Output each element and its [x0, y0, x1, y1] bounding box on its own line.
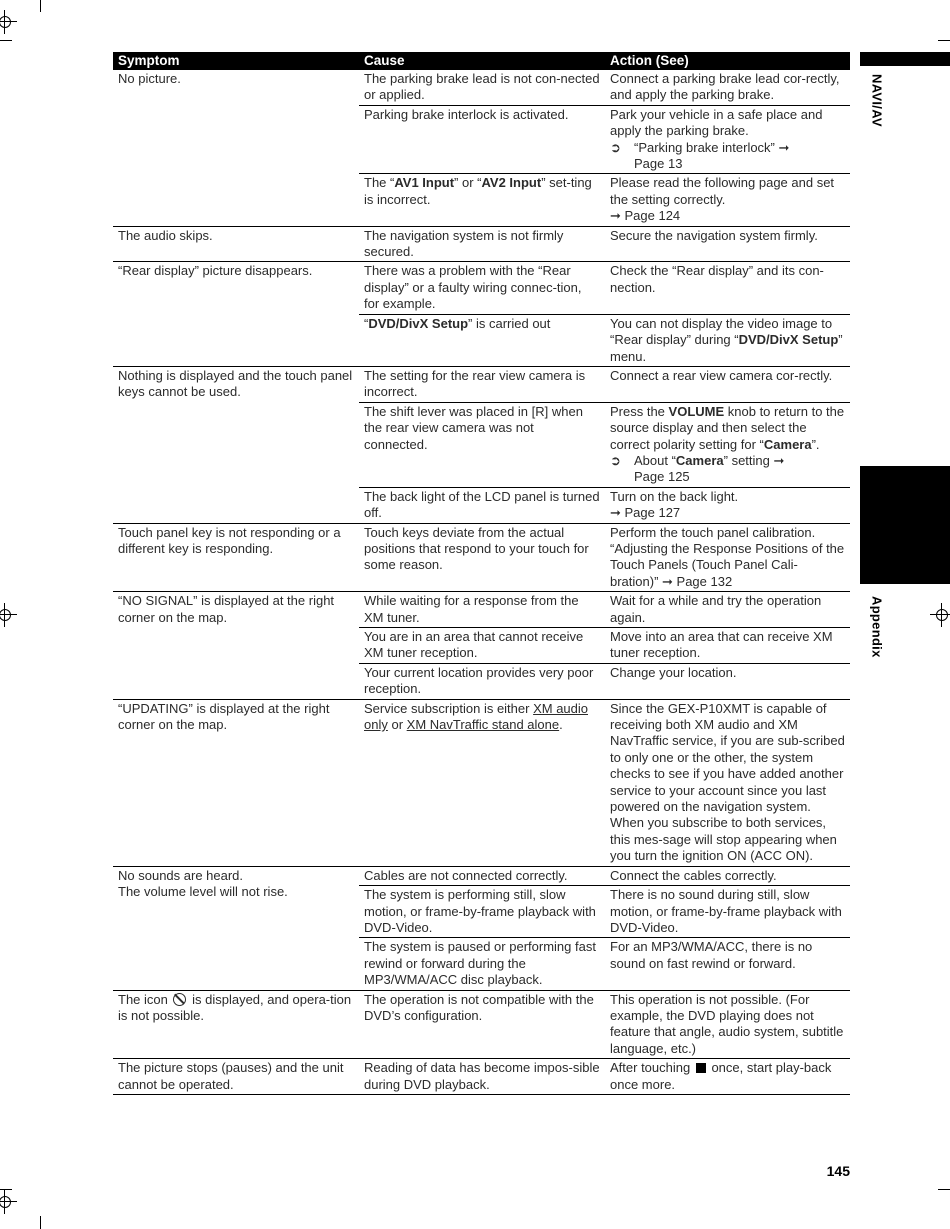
cause-cell: The system is paused or performing fast rewind or forward during the MP3/WMA/ACC disc playback.	[359, 938, 605, 990]
action-cell	[605, 314, 850, 366]
table-row	[113, 699, 850, 866]
cause-text: The “	[364, 175, 395, 191]
action-text: ” menu.	[610, 332, 843, 364]
trim-mark	[0, 40, 12, 41]
action-bold: DVD/DivX Setup	[738, 332, 839, 348]
trim-mark	[0, 1189, 12, 1190]
header-symptom: Symptom	[113, 52, 359, 70]
cause-text: or	[387, 717, 407, 733]
symptom-cell: The audio skips.	[113, 226, 359, 262]
registration-mark-icon	[930, 603, 950, 627]
cause-underlined: XM NavTraffic stand alone	[406, 717, 560, 733]
table-row	[113, 1059, 850, 1095]
trim-mark	[40, 0, 41, 12]
reference-bold: Camera	[675, 452, 724, 468]
action-cell: Perform the touch panel calibration. “Adjusting the Response Positions of the Touch Panels (Touch Panel Cali-bration)” ➞ Page 132	[605, 523, 850, 592]
reference-arrow-icon: ➲	[610, 139, 621, 155]
reference-page: Page 13	[634, 156, 683, 172]
cause-cell: The setting for the rear view camera is incorrect.	[359, 366, 605, 402]
action-text: ”.	[811, 436, 820, 452]
action-cell: There is no sound during still, slow motion, or frame-by-frame playback with DVD-Video.	[605, 886, 850, 938]
action-cell: This operation is not possible. (For example, the DVD playing does not feature that angle, audio system, subtitle language, etc.)	[605, 990, 850, 1059]
action-text: once, start play-back once more.	[610, 1060, 832, 1092]
action-cell	[605, 1059, 850, 1095]
cause-bold: DVD/DivX Setup	[368, 315, 469, 331]
header-cause: Cause	[359, 52, 605, 70]
action-cell: Move into an area that can receive XM tuner reception.	[605, 628, 850, 664]
cause-text: ” set-ting is incorrect.	[364, 175, 592, 207]
cause-cell: Parking brake interlock is activated.	[359, 105, 605, 174]
table-row	[113, 70, 850, 105]
cause-cell: Reading of data has become impos-sible during DVD playback.	[359, 1059, 605, 1095]
action-cell	[605, 174, 850, 226]
registration-mark-icon	[0, 603, 17, 627]
cause-bold: AV1 Input	[394, 175, 455, 191]
cause-cell: Your current location provides very poor reception.	[359, 663, 605, 699]
table-row	[113, 366, 850, 402]
page-number: 145	[826, 1163, 850, 1179]
reference-text: About “	[634, 452, 676, 468]
trim-mark	[938, 1189, 950, 1190]
action-cell: Connect the cables correctly.	[605, 866, 850, 885]
symptom-cell: Nothing is displayed and the touch panel keys cannot be used.	[113, 366, 359, 523]
symptom-text: No sounds are heard.	[118, 867, 244, 883]
registration-mark-icon	[0, 10, 17, 34]
prohibited-icon	[173, 993, 186, 1006]
reference-text: “Parking brake interlock” ➞	[634, 139, 790, 155]
cause-cell: While waiting for a response from the XM tuner.	[359, 592, 605, 628]
symptom-cell: “UPDATING” is displayed at the right corner on the map.	[113, 699, 359, 866]
cause-text: ” or “	[454, 175, 482, 191]
action-text: Turn on the back light.	[610, 488, 739, 504]
action-bold: VOLUME	[668, 403, 725, 419]
table-row	[113, 990, 850, 1059]
symptom-cell: “NO SIGNAL” is displayed at the right corner on the map.	[113, 592, 359, 699]
action-text: After touching	[610, 1060, 694, 1076]
side-tab-block	[860, 466, 950, 584]
cause-cell: The operation is not compatible with the DVD’s configuration.	[359, 990, 605, 1059]
action-cell	[605, 105, 850, 174]
cause-cell: Touch keys deviate from the actual positions that respond to your touch for some reason.	[359, 523, 605, 592]
action-bold: Camera	[763, 436, 812, 452]
action-cell: Since the GEX-P10XMT is capable of receiving both XM audio and XM NavTraffic service, if you are sub-scribed to only one or the other, the system checks to see if you have added another service to your account since you last powered on the navigation system. When you subscribe to both services, this mes-sage will stop appearing when you turn the ignition ON (ACC ON).	[605, 699, 850, 866]
cause-text: ” is carried out	[468, 315, 551, 331]
header-action: Action (See)	[605, 52, 850, 70]
cause-cell: The navigation system is not firmly secured.	[359, 226, 605, 262]
action-cell	[605, 402, 850, 487]
cause-cell: You are in an area that cannot receive XM tuner reception.	[359, 628, 605, 664]
side-tab-appendix: Appendix	[869, 596, 885, 658]
symptom-cell: Touch panel key is not responding or a different key is responding.	[113, 523, 359, 592]
cause-text: Service subscription is either	[364, 700, 534, 716]
table-row	[113, 592, 850, 628]
cause-cell: The shift lever was placed in [R] when the rear view camera was not connected.	[359, 402, 605, 487]
page-reference: ➞ Page 127	[610, 505, 681, 521]
action-cell: For an MP3/WMA/ACC, there is no sound on fast rewind or forward.	[605, 938, 850, 990]
table-row	[113, 226, 850, 262]
cause-cell: The parking brake lead is not con-nected or applied.	[359, 70, 605, 105]
action-cell: Check the “Rear display” and its con-nection.	[605, 262, 850, 314]
symptom-text: is displayed, and opera-tion is not possible.	[118, 991, 352, 1023]
side-tab-bar	[860, 52, 950, 66]
table-row	[113, 523, 850, 592]
action-text: knob to return to the source display and then select the correct polarity setting for “	[610, 403, 845, 452]
action-cell: Wait for a while and try the operation again.	[605, 592, 850, 628]
reference-page: Page 125	[634, 469, 690, 485]
registration-mark-icon	[0, 1190, 17, 1214]
page-reference	[610, 140, 845, 173]
side-tab-navi-av: NAVI/AV	[869, 74, 885, 127]
table-row	[113, 262, 850, 314]
cause-cell	[359, 174, 605, 226]
reference-arrow-icon: ➲	[610, 452, 621, 468]
symptom-cell: “Rear display” picture disappears.	[113, 262, 359, 366]
trim-mark	[40, 1216, 41, 1229]
symptom-text: The volume level will not rise.	[118, 884, 288, 900]
action-text: You can not display the video image to “Rear display” during “	[610, 315, 833, 348]
action-cell: Connect a parking brake lead cor-rectly, and apply the parking brake.	[605, 70, 850, 105]
trim-mark	[938, 40, 950, 41]
table-header-row	[113, 52, 850, 70]
cause-cell: There was a problem with the “Rear display” or a faulty wiring connec-tion, for example.	[359, 262, 605, 314]
action-text: Park your vehicle in a safe place and apply the parking brake.	[610, 106, 823, 139]
cause-cell: Cables are not connected correctly.	[359, 866, 605, 885]
symptom-cell: The picture stops (pauses) and the unit cannot be operated.	[113, 1059, 359, 1095]
cause-cell	[359, 699, 605, 866]
page-reference	[610, 453, 845, 486]
cause-bold: AV2 Input	[481, 175, 542, 191]
cause-text: “	[364, 315, 369, 331]
cause-cell	[359, 314, 605, 366]
table-row	[113, 866, 850, 885]
reference-text: ” setting ➞	[723, 452, 785, 468]
action-cell: Change your location.	[605, 663, 850, 699]
page-reference: ➞ Page 124	[610, 208, 681, 224]
action-cell: Connect a rear view camera cor-rectly.	[605, 366, 850, 402]
cause-text: .	[559, 717, 563, 733]
action-text: Press the	[610, 403, 669, 419]
cause-cell: The back light of the LCD panel is turned off.	[359, 487, 605, 523]
symptom-cell	[113, 990, 359, 1059]
stop-icon	[696, 1063, 706, 1073]
symptom-cell	[113, 866, 359, 990]
action-cell: Secure the navigation system firmly.	[605, 226, 850, 262]
symptom-text: The icon	[118, 991, 172, 1007]
action-cell	[605, 487, 850, 523]
symptom-cell: No picture.	[113, 70, 359, 226]
troubleshooting-table	[113, 52, 850, 1095]
cause-underlined: XM audio only	[364, 700, 588, 733]
cause-cell: The system is performing still, slow motion, or frame-by-frame playback with DVD-Video.	[359, 886, 605, 938]
action-text: Please read the following page and set the setting correctly.	[610, 175, 835, 207]
